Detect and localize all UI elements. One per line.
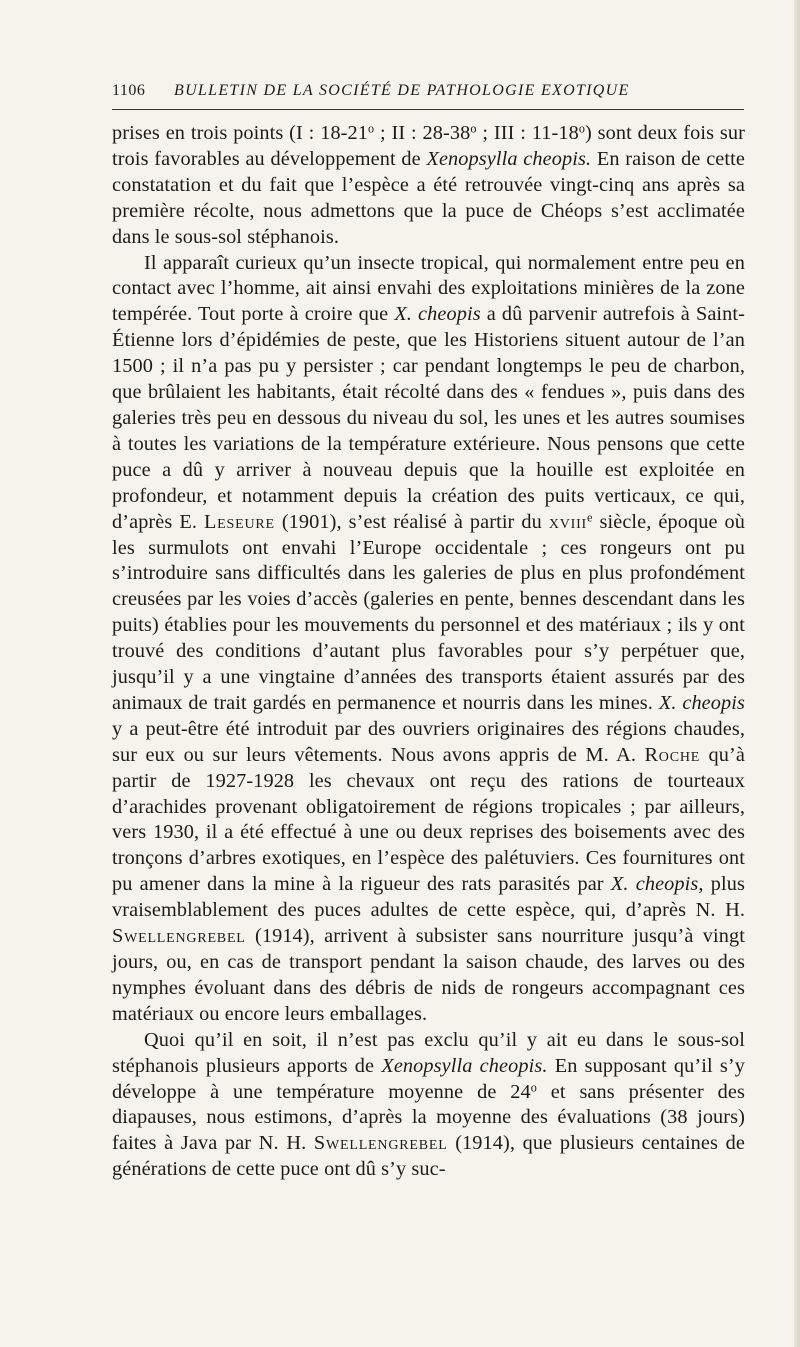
header-rule xyxy=(112,109,744,110)
page-number: 1106 xyxy=(112,82,146,99)
degree-sign: o xyxy=(578,121,586,136)
text-run: Il apparaît curieux qu’un insecte tropical, qui normalement entre peu en contact avec l’homme, ait ainsi envahi des exploitations minières de la zone tempérée. Tout porte à croire que xyxy=(112,251,745,326)
text-run: (1914), que plusieurs centaines de générations de cette puce ont dû s’y suc- xyxy=(112,1132,745,1181)
text-run: ) sont deux fois sur trois favorables au développement de xyxy=(112,122,745,170)
article-body xyxy=(112,121,745,1183)
species-name: X. cheopis xyxy=(394,303,481,326)
paragraph-3 xyxy=(112,1028,745,1183)
species-name: X. cheopis xyxy=(658,691,745,714)
species-name: Xenopsylla cheopis. xyxy=(426,147,592,170)
text-run: y a peut-être été introduit par des ouvriers originaires des régions chaudes, sur eux ou sur leurs vêtements. Nous avons appris de M. A. xyxy=(112,717,745,766)
text-run: (1914), arrivent à subsister sans nourriture jusqu’à vingt jours, ou, en cas de transport pendant la saison chaude, des larves ou des nymphes évoluant dans des débris de nids de rongeurs accompagnant ces matériaux ou encore leurs emballages. xyxy=(112,925,745,1025)
text-run: Quoi qu’il en soit, il n’est pas exclu qu’il y ait eu dans le sous-sol stéphanois plusieurs apports de xyxy=(112,1028,745,1077)
text-run: plus vraisemblablement des puces adultes de cette espèce, qui, d’après N. H. xyxy=(112,873,745,922)
text-run: prises en trois points (I : 18-21 xyxy=(112,122,369,144)
degree-sign: o xyxy=(368,121,375,136)
text-run: En supposant qu’il s’y développe à une température moyenne de 24 xyxy=(112,1054,745,1103)
degree-sign: o xyxy=(470,121,477,136)
author-name: Swellengrebel xyxy=(313,1132,448,1155)
paragraph-2 xyxy=(112,251,745,1028)
author-name: Roche xyxy=(644,743,701,766)
species-name: Xenopsylla cheopis. xyxy=(381,1054,548,1077)
text-run: (1901), s’est réalisé à partir du xyxy=(274,510,549,533)
degree-sign: o xyxy=(530,1079,537,1094)
journal-title: BULLETIN DE LA SOCIÉTÉ DE PATHOLOGIE EXOTIQUE xyxy=(174,82,630,99)
text-run: siècle, époque où les surmulots ont envahi l’Europe occidentale ; ces rongeurs ont pu s’introduire sans difficultés dans les galeries de plus en plus profondément creusées par les voies d’accès (galeries en pente, bennes descendant dans les puits) établies pour les mouvements du personnel et des matériaux ; ils y ont trouvé des conditions d’autant plus favorables pour s’y perpétuer que, jusqu’il y a une vingtaine d’années des transports étaient assurés par des animaux de trait gardés en permanence et nourris dans les mines. xyxy=(112,510,745,714)
author-name: Swellengrebel xyxy=(112,925,246,948)
century-superscript: e xyxy=(587,509,593,524)
species-name: X. cheopis, xyxy=(610,873,704,896)
text-run: qu’à partir de 1927-1928 les chevaux ont reçu des rations de tourteaux d’arachides provenant obligatoirement de régions tropicales ; par ailleurs, vers 1930, il a été effectué à une ou deux reprises des boisements avec des tronçons d’arbres exotiques, en l’espèce des palétuviers. Ces fournitures ont pu amener dans la mine à la rigueur des rats parasités par xyxy=(112,743,745,896)
text-run: En raison de cette constatation et du fait que l’espèce a été retrouvée vingt-cinq ans après sa première récolte, nous admettons que la puce de Chéops s’est acclimatée dans le sous-sol stéphanois. xyxy=(112,147,745,248)
paragraph-1 xyxy=(112,121,745,251)
text-run: et sans présenter des diapauses, nous estimons, d’après la moyenne des évaluations (38 jours) faites à Java par N. H. xyxy=(112,1080,745,1155)
century-numeral: xviii xyxy=(548,510,588,533)
text-run: ; III : 11-18 xyxy=(476,122,579,144)
text-run: ; II : 28-38 xyxy=(374,122,471,144)
page-edge-shadow xyxy=(794,0,800,1347)
text-run: a dû parvenir autrefois à Saint-Étienne lors d’épidémies de peste, que les Historiens situent autour de l’an 1500 ; il n’a pas pu y persister ; car pendant longtemps le peu de charbon, que brûlaient les habitants, était récolté dans des « fendues », puis dans des galeries très peu en dessous du niveau du sol, les unes et les autres soumises à toutes les variations de la température extérieure. Nous pensons que cette puce a dû y arriver à nouveau depuis que la houille est exploitée en profondeur, et notamment depuis la création des puits verticaux, ce qui, d’après E. xyxy=(112,303,745,533)
author-name: Leseure xyxy=(203,510,275,533)
